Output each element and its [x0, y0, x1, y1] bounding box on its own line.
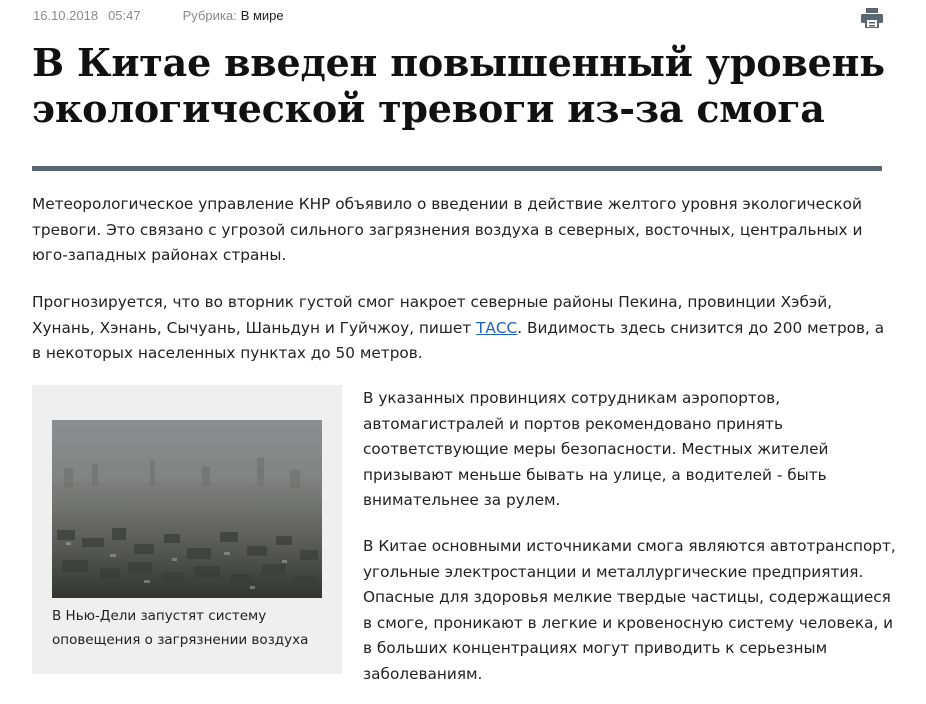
- article-paragraph-4: В Китае основными источниками смога являются автотранспорт, угольные электростанции и металлургические предприятия. Опасные для здоровья мелкие твердые частицы, содержащиеся в смоге, проникают в легкие и кровеносную систему человека, и в больших концентрациях могут приводить к серьезным заболеваниям.: [363, 537, 896, 683]
- figure-caption[interactable]: В Нью-Дели запустят систему оповещения о загрязнении воздуха: [52, 608, 309, 648]
- article-paragraph-2: [32, 290, 892, 367]
- source-link-tass[interactable]: ТАСС: [476, 318, 518, 337]
- article-paragraph-3: В указанных провинциях сотрудникам аэропортов, автомагистралей и портов рекомендовано принять соответствующие меры безопасности. Местных жителей призывают меньше бывать на улице, а водителей - быть внимательнее за рулем.: [363, 389, 829, 509]
- printer-icon[interactable]: [861, 8, 883, 28]
- article-meta: [33, 8, 284, 23]
- article-title: В Китае введен повышенный уровень экологической тревоги из-за смога: [32, 40, 885, 131]
- publish-date: 16.10.2018: [33, 8, 99, 23]
- smog-city-photo[interactable]: [52, 420, 322, 598]
- article-paragraph-1: Метеорологическое управление КНР объявило о введении в действие желтого уровня экологической тревоги. Это связано с угрозой сильного загрязнения воздуха в северных, восточных, центральных и юго-западных районах страны.: [32, 195, 863, 264]
- publish-time: 05:47: [108, 8, 141, 23]
- rubric-label: Рубрика:: [182, 8, 237, 23]
- related-figure[interactable]: [32, 385, 342, 674]
- title-divider: [32, 166, 882, 171]
- paragraph-2-text-end: . Видимость здесь снизится до 200 метров, а в некоторых населенных пунктах до 50 метров.: [32, 318, 885, 362]
- rubric-link[interactable]: В мире: [240, 8, 284, 23]
- paragraph-2-text-start: Прогнозируется, что во вторник густой смог накроет северные районы Пекина, провинции Хэбэй, Хунань, Хэнань, Сычуань, Шаньдун и Гуйчжоу, пишет: [32, 293, 833, 337]
